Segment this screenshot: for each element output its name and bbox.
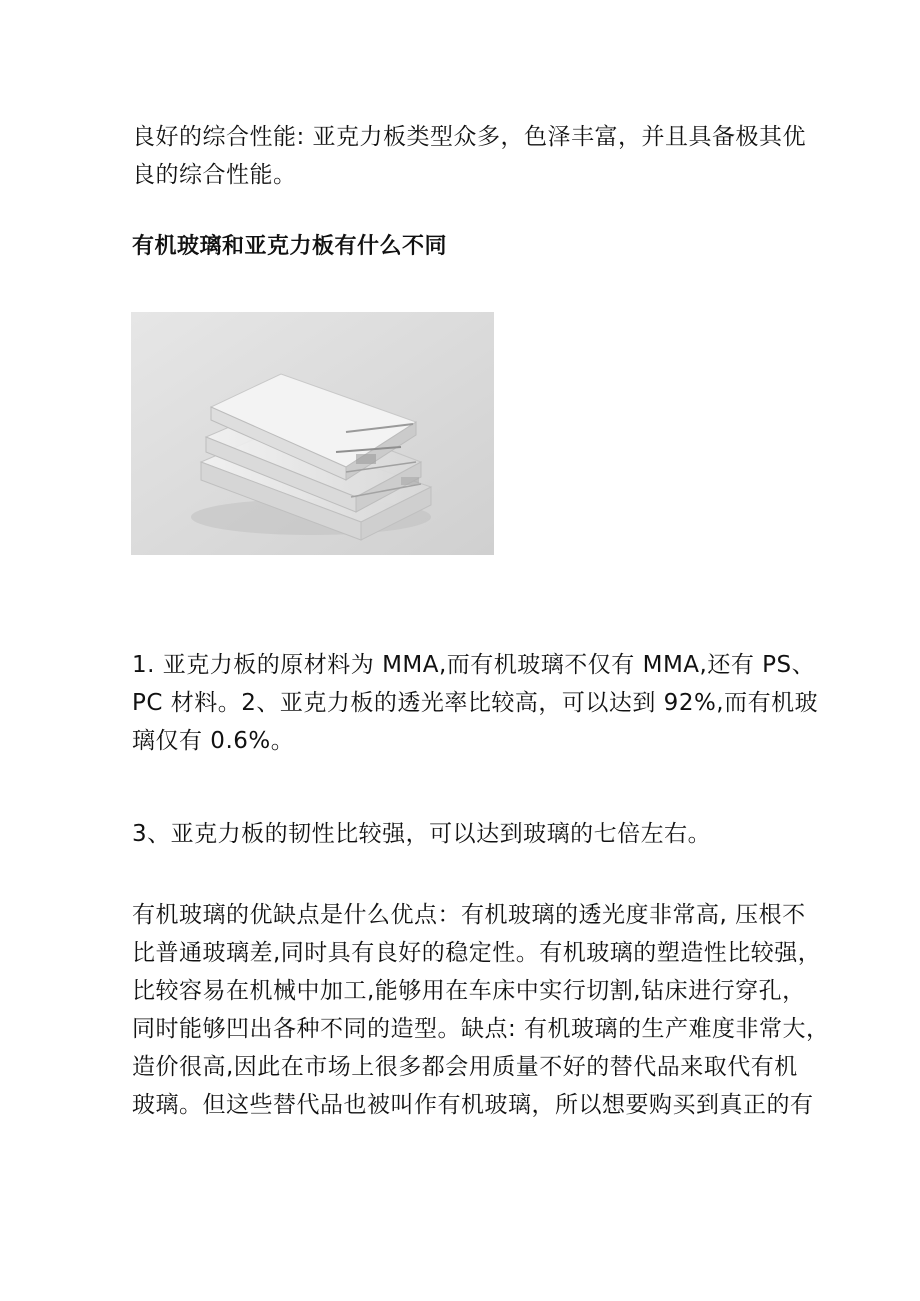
- acrylic-sheets-illustration: [131, 312, 494, 555]
- text-line: 良的综合性能。: [132, 162, 297, 188]
- text-line: 璃仅有 0.6%。: [132, 728, 295, 754]
- paragraph-pros-cons: [132, 896, 830, 1124]
- acrylic-sheets-photo: [131, 312, 494, 555]
- text-line: 3、亚克力板的韧性比较强，可以达到玻璃的七倍左右。: [132, 821, 712, 847]
- text-line: 良好的综合性能: 亚克力板类型众多，色泽丰富，并且具备极其优: [132, 124, 807, 150]
- text-line: 有机玻璃的优缺点是什么优点：有机玻璃的透光度非常高, 压根不: [132, 902, 806, 928]
- paragraph-toughness: [132, 815, 812, 853]
- text-line: 比较容易在机械中加工,能够用在车床中实行切割,钻床进行穿孔，: [132, 978, 806, 1004]
- paragraph-differences: [132, 646, 819, 760]
- paragraph-intro: [132, 118, 812, 194]
- text-line: PC 材料。2、亚克力板的透光率比较高，可以达到 92%,而有机玻: [132, 690, 819, 716]
- text-line: 同时能够凹出各种不同的造型。缺点: 有机玻璃的生产难度非常大，: [132, 1016, 830, 1042]
- text-line: 造价很高,因此在市场上很多都会用质量不好的替代品来取代有机: [132, 1054, 798, 1080]
- text-line: 玻璃。但这些替代品也被叫作有机玻璃，所以想要购买到真正的有: [132, 1092, 814, 1118]
- text-line: 1. 亚克力板的原材料为 MMA,而有机玻璃不仅有 MMA,还有 PS、: [132, 652, 816, 678]
- text-line: 比普通玻璃差,同时具有良好的稳定性。有机玻璃的塑造性比较强，: [132, 940, 822, 966]
- section-heading: 有机玻璃和亚克力板有什么不同: [132, 234, 448, 259]
